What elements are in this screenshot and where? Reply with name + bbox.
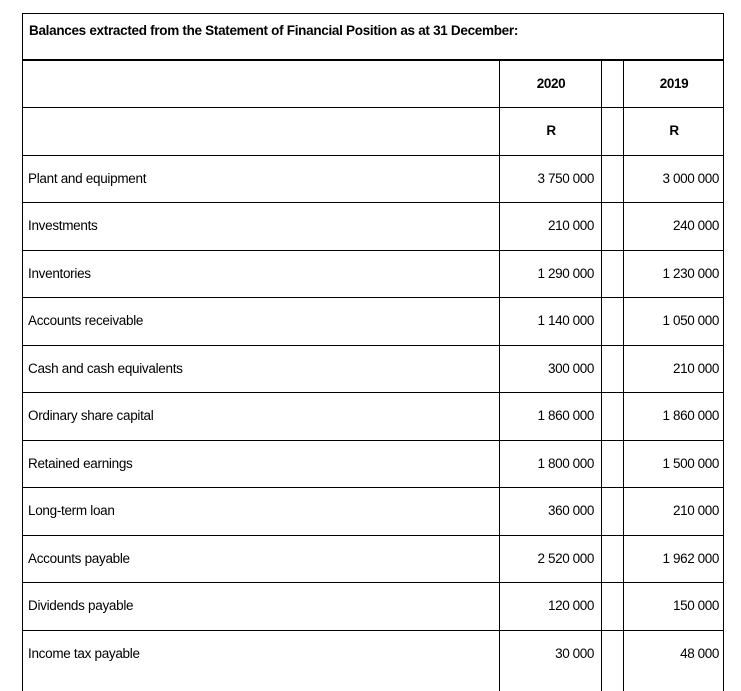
- table-row: [23, 250, 723, 297]
- row-label: Income tax payable: [28, 646, 140, 661]
- row-label: Inventories: [28, 266, 91, 281]
- value-2019: 3 000 000: [662, 171, 719, 186]
- table-grid: [22, 60, 724, 691]
- value-2020: 1 290 000: [537, 266, 594, 281]
- table-row: [23, 487, 723, 534]
- value-2019: 1 500 000: [662, 456, 719, 471]
- row-label: Investments: [28, 218, 98, 233]
- table-row: [23, 155, 723, 202]
- value-2019: 48 000: [680, 646, 719, 661]
- header-row-years: [23, 60, 723, 107]
- value-2019: 1 050 000: [662, 313, 719, 328]
- header-currency-2019: R: [669, 123, 679, 138]
- value-2020: 2 520 000: [537, 551, 594, 566]
- row-label: Cash and cash equivalents: [28, 361, 183, 376]
- value-2020: 3 750 000: [537, 171, 594, 186]
- value-2019: 240 000: [673, 218, 719, 233]
- value-2020: 1 140 000: [537, 313, 594, 328]
- header-year-2019: 2019: [659, 76, 689, 91]
- row-label: Accounts payable: [28, 551, 130, 566]
- table-row: [23, 345, 723, 392]
- header-currency-2020: R: [546, 123, 556, 138]
- table-title: Balances extracted from the Statement of Financial Position as at 31 December:: [29, 23, 519, 38]
- table-row: [23, 535, 723, 582]
- row-label: Dividends payable: [28, 598, 134, 613]
- header-row-currency: [23, 107, 723, 154]
- table-row: [23, 630, 723, 677]
- table-title-box: [22, 13, 724, 60]
- value-2019: 1 860 000: [662, 408, 719, 423]
- value-2020: 210 000: [548, 218, 594, 233]
- table-row: [23, 297, 723, 344]
- value-2020: 300 000: [548, 361, 594, 376]
- table-row: [23, 582, 723, 629]
- value-2020: 120 000: [548, 598, 594, 613]
- table-row: [23, 392, 723, 439]
- value-2019: 210 000: [673, 361, 719, 376]
- row-label: Ordinary share capital: [28, 408, 154, 423]
- value-2020: 1 800 000: [537, 456, 594, 471]
- value-2019: 1 962 000: [662, 551, 719, 566]
- header-year-2020: 2020: [536, 76, 566, 91]
- value-2020: 1 860 000: [537, 408, 594, 423]
- row-label: Plant and equipment: [28, 171, 147, 186]
- value-2019: 1 230 000: [662, 266, 719, 281]
- row-label: Accounts receivable: [28, 313, 144, 328]
- table-row: [23, 440, 723, 487]
- value-2019: 150 000: [673, 598, 719, 613]
- value-2020: 30 000: [555, 646, 594, 661]
- financial-position-table: [22, 13, 724, 691]
- row-label: Long-term loan: [28, 503, 115, 518]
- table-row: [23, 202, 723, 249]
- value-2020: 360 000: [548, 503, 594, 518]
- row-label: Retained earnings: [28, 456, 133, 471]
- value-2019: 210 000: [673, 503, 719, 518]
